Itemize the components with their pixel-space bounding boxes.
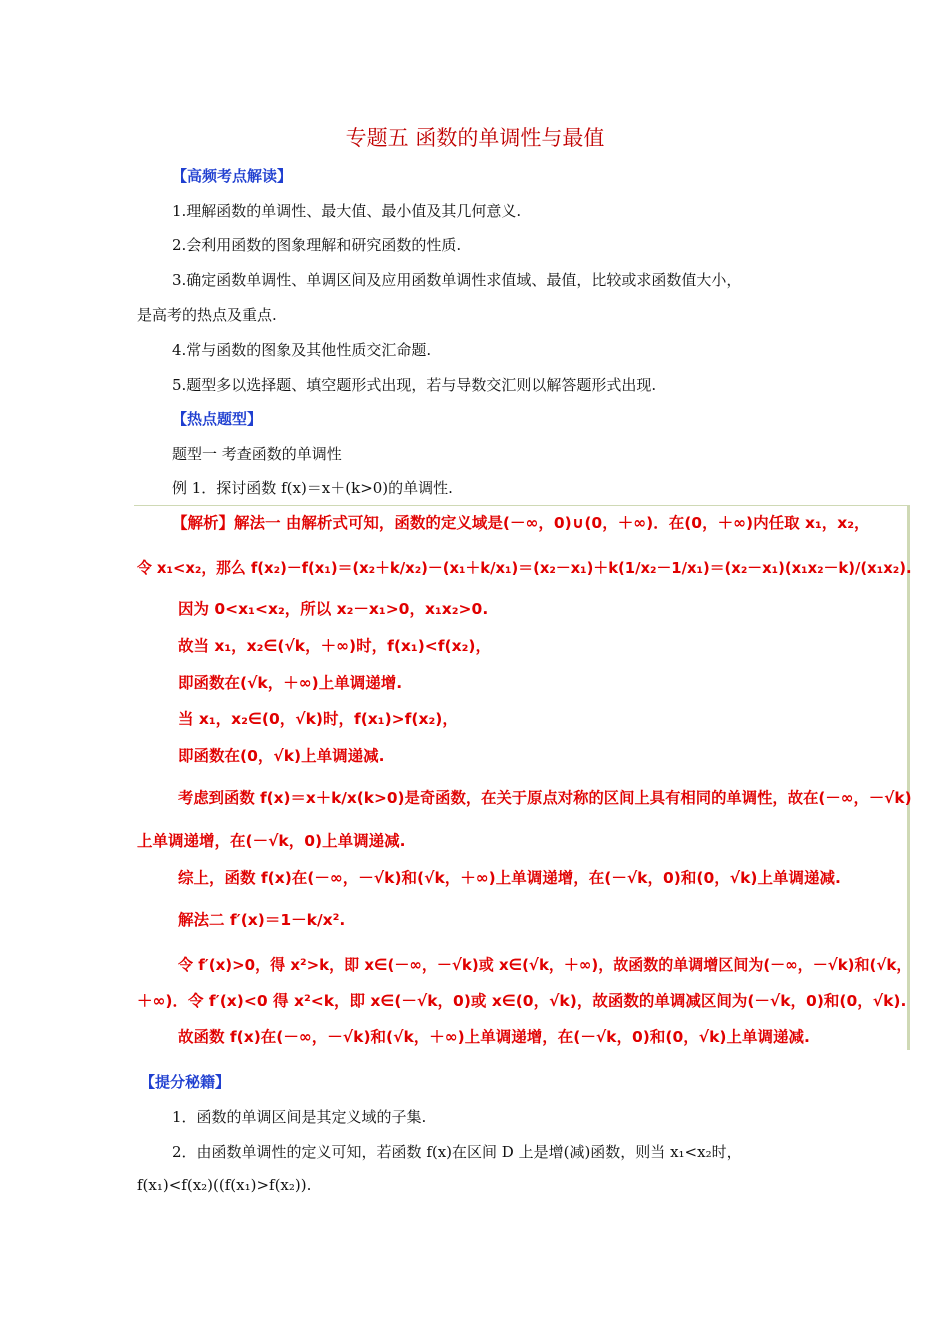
section-heading-tips: 【提分秘籍】 xyxy=(140,1073,231,1091)
solution-line-12: 令 f′(x)>0，得 x²>k，即 x∈(－∞，－√k)或 x∈(√k，＋∞)，故函数的单调增区间为(－∞，－√k)和(√k， xyxy=(178,956,912,974)
section-heading-hot-topics: 【热点题型】 xyxy=(172,410,263,428)
example-1: 例 1．探讨函数 f(x)＝x＋(k>0)的单调性. xyxy=(172,479,453,497)
key-point-1: 1.理解函数的单调性、最大值、最小值及其几何意义. xyxy=(172,202,522,220)
key-point-4: 4.常与函数的图象及其他性质交汇命题. xyxy=(172,341,432,359)
solution-line-5: 即函数在(√k，＋∞)上单调递增. xyxy=(178,674,403,692)
solution-line-8: 考虑到函数 f(x)＝x＋k/x(k>0)是奇函数，在关于原点对称的区间上具有相同的单调性，故在(－∞，－√k) xyxy=(178,789,912,807)
key-point-3: 3.确定函数单调性、单调区间及应用函数单调性求值域、最值，比较或求函数值大小， xyxy=(172,271,742,289)
solution-line-7: 即函数在(0，√k)上单调递减. xyxy=(178,747,385,765)
solution-line-1: 【解析】解法一 由解析式可知，函数的定义域是(－∞，0)∪(0，＋∞)．在(0，＋∞)内任取 x₁，x₂， xyxy=(172,514,870,532)
section-heading-key-points: 【高频考点解读】 xyxy=(172,167,293,185)
tip-2: 2．由函数单调性的定义可知，若函数 f(x)在区间 D 上是增(减)函数，则当 x₁<x₂时， xyxy=(172,1143,742,1161)
key-point-5: 5.题型多以选择题、填空题形式出现，若与导数交汇则以解答题形式出现. xyxy=(172,376,657,394)
solution-line-3: 因为 0<x₁<x₂，所以 x₂－x₁>0，x₁x₂>0. xyxy=(178,600,489,618)
solution-line-9: 上单调递增，在(－√k，0)上单调递减. xyxy=(137,832,406,850)
key-point-3-cont: 是高考的热点及重点. xyxy=(137,306,277,324)
solution-line-4: 故当 x₁，x₂∈(√k，＋∞)时，f(x₁)<f(x₂)， xyxy=(178,637,491,655)
solution-line-11: 解法二 f′(x)＝1－k/x². xyxy=(178,911,346,929)
tip-1: 1．函数的单调区间是其定义域的子集. xyxy=(172,1108,427,1126)
page-title: 专题五 函数的单调性与最值 xyxy=(345,126,605,150)
solution-line-6: 当 x₁，x₂∈(0，√k)时，f(x₁)>f(x₂)， xyxy=(178,710,458,728)
solution-line-2: 令 x₁<x₂，那么 f(x₂)－f(x₁)＝(x₂＋k/x₂)－(x₁＋k/x₁)＝(x₂－x₁)＋k(1/x₂－1/x₁)＝(x₂－x₁)(x₁x₂－k)/(x₁x₂). xyxy=(137,559,912,577)
topic-type-1: 题型一 考查函数的单调性 xyxy=(172,445,342,463)
solution-line-10: 综上，函数 f(x)在(－∞，－√k)和(√k，＋∞)上单调递增，在(－√k，0)和(0，√k)上单调递减. xyxy=(178,869,841,887)
solution-line-14: 故函数 f(x)在(－∞，－√k)和(√k，＋∞)上单调递增，在(－√k，0)和(0，√k)上单调递减. xyxy=(178,1028,810,1046)
solution-line-13: ＋∞)．令 f′(x)<0 得 x²<k，即 x∈(－√k，0)或 x∈(0，√k)，故函数的单调减区间为(－√k，0)和(0，√k). xyxy=(137,992,907,1010)
key-point-2: 2.会利用函数的图象理解和研究函数的性质. xyxy=(172,236,462,254)
tip-2-cont: f(x₁)<f(x₂)((f(x₁)>f(x₂)). xyxy=(137,1176,312,1194)
